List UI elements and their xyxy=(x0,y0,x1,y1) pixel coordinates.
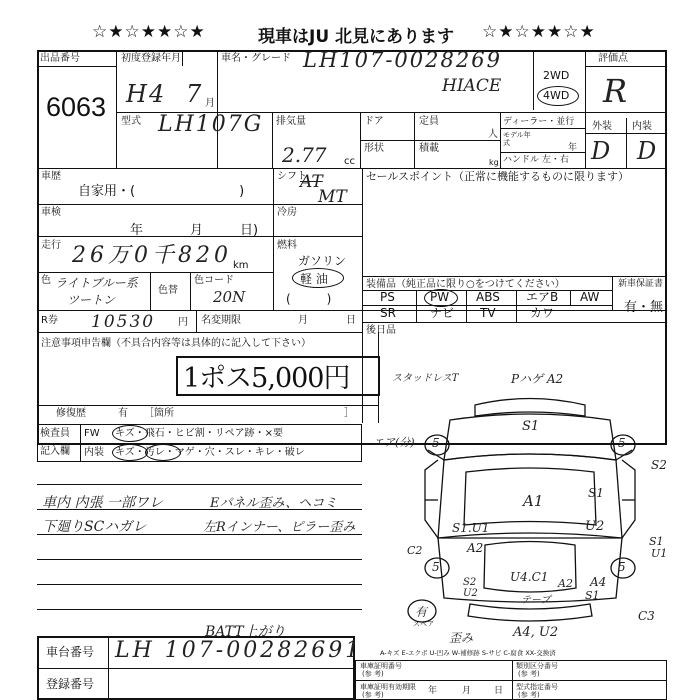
diag-u2: U2 xyxy=(585,519,605,534)
diag-wheel-rl: 5 xyxy=(432,560,440,574)
first-reg-month: 7 xyxy=(186,80,202,108)
fuel-paren: ( ) xyxy=(286,292,332,306)
handle-label: ハンドル 左・右 xyxy=(503,155,569,165)
diag-s2-right: S2 xyxy=(651,458,667,472)
header-stars-left: ☆★☆★★☆★ xyxy=(92,22,206,42)
model-type-label: 型式 xyxy=(121,116,141,127)
loading-label: 積載 xyxy=(419,143,439,154)
diag-a4: A4 xyxy=(590,575,607,589)
reg-expiry-year: 年 xyxy=(428,686,438,696)
ac-label: 冷房 xyxy=(277,207,297,218)
diag-u1: U1 xyxy=(651,547,668,560)
diag-a4u2: A4, U2 xyxy=(513,625,559,640)
diag-bumper-note: Pハゲ A2 xyxy=(511,372,564,386)
diag-a2b: A2 xyxy=(558,577,573,590)
diag-wheel-fl: 5 xyxy=(432,436,440,450)
grade-handwritten: HIACE xyxy=(442,76,502,96)
model-year-unit: 年 xyxy=(568,143,578,153)
interior-value: D xyxy=(637,137,657,165)
diagram-legend: A-キズ E-エクボ U-凹み W-補修跡 S-サビ C-腐食 XX-交換済 xyxy=(380,649,556,657)
class-label: 類別区分番号 xyxy=(516,662,558,670)
diag-a1: A1 xyxy=(523,492,544,510)
shift-value: MT xyxy=(318,187,347,207)
note-inner-pillar: 左Rインナー、ピラー歪み xyxy=(203,520,356,535)
diag-spare-sub: スペア xyxy=(413,620,434,628)
cert-sub: (参 考) xyxy=(362,670,384,678)
fw-label: FW xyxy=(84,428,100,439)
mileage-value: 26万0千820 xyxy=(72,243,232,268)
equipment-label: 装備品（純正品に限り○をつけてください） xyxy=(366,279,565,290)
mileage-unit: km xyxy=(233,260,249,271)
inspection-label: 車検 xyxy=(41,207,61,218)
header-stars-right: ☆★☆★★☆★ xyxy=(482,22,596,42)
fuel-gasoline: ガソリン xyxy=(298,254,347,268)
exterior-label: 外装 xyxy=(592,121,612,132)
displacement-unit: cc xyxy=(344,156,355,167)
model-grade-label: 車名・グレード xyxy=(221,53,291,64)
inspector-label-1: 検査員 xyxy=(40,428,70,439)
expiry-label: 名変期限 xyxy=(201,315,241,326)
repair-has: 有 xyxy=(118,408,128,419)
mileage-label: 走行 xyxy=(41,240,61,251)
first-reg-era: H xyxy=(126,80,147,108)
reg-expiry-sub: (参 考) xyxy=(362,691,384,699)
diag-a2: A2 xyxy=(467,541,484,555)
color-change-label: 色替 xyxy=(158,285,178,296)
equip-leather: カワ xyxy=(530,306,555,320)
note-undercarriage: 下廻りSCハガレ xyxy=(42,519,147,535)
diag-s1-right: S1 xyxy=(588,486,604,500)
diag-c2: C2 xyxy=(407,544,423,557)
diag-s1: S1 xyxy=(649,535,664,548)
shift-label: シフト xyxy=(277,171,307,182)
diag-c3: C3 xyxy=(638,609,655,623)
equip-navi: ナビ xyxy=(430,306,455,320)
inspection-day-unit: 日) xyxy=(240,223,259,238)
int-items: キズ・汚レ・マゲ・穴・スレ・キレ・破レ xyxy=(115,447,305,458)
type-label: 型式指定番号 xyxy=(516,683,558,691)
diag-s1b: S1 xyxy=(585,589,600,602)
color-label: 色 xyxy=(41,275,51,286)
diag-u4c1: U4.C1 xyxy=(510,570,549,584)
grade-score-label: 評価点 xyxy=(598,53,628,64)
diag-tape: テープ xyxy=(521,595,551,606)
model-type: LH107G xyxy=(158,112,264,137)
diag-dent: 歪み xyxy=(449,631,474,645)
rear-seat-label: 後日品 xyxy=(366,325,396,336)
loading-unit: kg xyxy=(489,158,499,167)
fuel-label: 燃料 xyxy=(277,240,297,251)
int-dirt-circle xyxy=(145,444,181,461)
first-reg-month-unit: 月 xyxy=(205,98,215,109)
equip-tv: TV xyxy=(480,306,496,320)
equip-sr: SR xyxy=(380,306,396,320)
expiry-month: 月 xyxy=(298,315,308,326)
color-value-1: ライトブルー系 xyxy=(55,276,138,290)
int-label: 内装 xyxy=(84,447,104,458)
interior-label: 内装 xyxy=(632,121,652,132)
fuel-diesel: 軽 油 xyxy=(300,272,328,286)
reg-label: 登録番号 xyxy=(46,677,95,691)
history-label: 車歴 xyxy=(41,171,61,182)
reg-expiry-day: 日 xyxy=(494,686,504,696)
diag-s1u1: S1.U1 xyxy=(452,521,490,535)
int-scratch-circle xyxy=(112,444,148,461)
warranty-label: 新車保証書 xyxy=(618,279,664,289)
notes-stamp: 1ポス5,000円 xyxy=(183,363,350,394)
reg-expiry-label: 車庫証明有効期限 xyxy=(360,683,416,691)
warranty-value: 有・無 xyxy=(624,300,664,315)
diag-air: エア(分) xyxy=(373,436,415,449)
drive-2wd: 2WD xyxy=(543,69,570,82)
type-sub: (参 考) xyxy=(518,691,540,699)
reg-expiry-month: 月 xyxy=(462,686,472,696)
grade-score: R xyxy=(603,72,628,110)
exterior-value: D xyxy=(591,137,611,165)
note-e-panel: Eパネル歪み、ヘコミ xyxy=(210,496,338,511)
doors-label: ドア xyxy=(364,116,384,127)
repair-label: 修復歴 xyxy=(56,408,86,419)
chassis-handwritten: LH107-0028269 xyxy=(303,48,502,72)
capacity-unit: 人 xyxy=(488,129,498,140)
expiry-day: 日 xyxy=(346,315,356,326)
equip-abs: ABS xyxy=(476,290,500,304)
chassis-label: 車台番号 xyxy=(46,645,95,659)
recycle-unit: 円 xyxy=(178,317,188,328)
shift-struck: AT xyxy=(300,172,323,192)
recycle-value: 10530 xyxy=(91,312,156,332)
displacement-value: 2.77 xyxy=(282,143,327,167)
lot-number: 6063 xyxy=(46,92,107,122)
diag-s2u2: S2 U2 xyxy=(463,577,478,599)
color-code-label: 色コード xyxy=(194,275,234,286)
repair-place: ［箇所 xyxy=(144,408,174,419)
note-battery: BATT上がり xyxy=(205,624,286,640)
diag-s1-top: S1 xyxy=(522,419,540,434)
inspection-month-unit: 月 xyxy=(190,223,204,238)
note-interior-panel: 車内 内張 一部ワレ xyxy=(42,495,163,511)
displacement-label: 排気量 xyxy=(276,116,306,127)
capacity-label: 定員 xyxy=(419,116,439,127)
equip-pw: PW xyxy=(430,290,450,304)
color-value-2: ツートン xyxy=(67,293,116,307)
dealer-label: ディーラー・並行 xyxy=(503,117,575,127)
inspection-year-unit: 年 xyxy=(130,223,144,238)
cert-label: 車庫証明番号 xyxy=(360,662,402,670)
repair-close: ］ xyxy=(344,408,354,419)
history-value: 自家用・( ) xyxy=(78,184,245,199)
first-reg-label: 初度登録年月 xyxy=(121,53,181,64)
drive-4wd: 4WD xyxy=(543,89,570,102)
first-reg-year: 4 xyxy=(149,80,165,108)
fw-items: キズ・飛石・ヒビ割・リペア跡・×要 xyxy=(115,428,283,439)
diag-studless: スタッドレスT xyxy=(392,373,459,384)
shape-label: 形状 xyxy=(364,143,384,154)
equip-aw: AW xyxy=(580,290,600,304)
inspector-label-2: 記入欄 xyxy=(40,446,70,457)
recycle-label: R券 xyxy=(41,315,58,326)
lot-label: 出品番号 xyxy=(40,53,80,64)
color-code-value: 20N xyxy=(213,288,246,306)
diag-wheel-rr: 5 xyxy=(618,560,626,574)
equip-ps: PS xyxy=(380,290,395,304)
equip-airbag: エアB xyxy=(526,290,559,304)
fw-scratch-circle xyxy=(112,425,148,442)
sales-points-label: セールスポイント（正常に機能するものに限ります） xyxy=(366,170,630,183)
diag-wheel-fr: 5 xyxy=(618,436,626,450)
diag-spare: 有 xyxy=(415,605,428,619)
model-year-label: モデル年式 xyxy=(503,131,531,147)
class-sub: (参 考) xyxy=(518,670,540,678)
notes-label: 注意事項申告欄（不具合内容等は具体的に記入して下さい） xyxy=(41,338,311,349)
chassis-value: LH 107-00282691 xyxy=(115,638,363,663)
header-title: 現車はJU 北見にあります xyxy=(258,27,455,47)
